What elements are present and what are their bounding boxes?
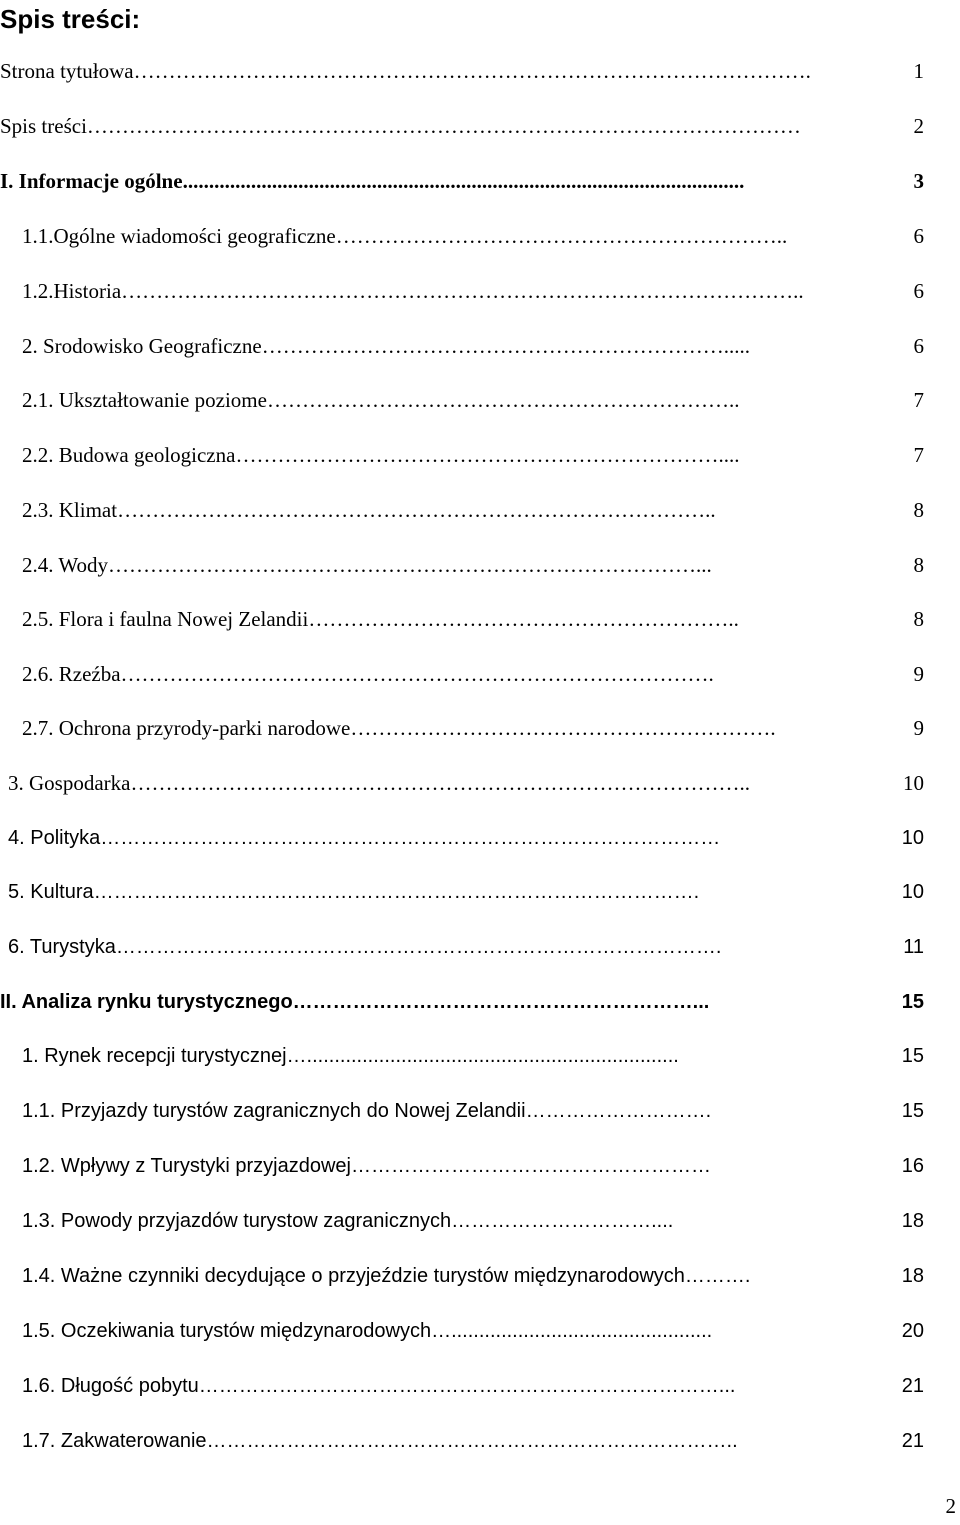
toc-entry <box>8 877 924 907</box>
toc-entry-page: 21 <box>901 1430 924 1452</box>
toc-entry-page: 16 <box>901 1155 924 1177</box>
toc-entry-title: 2.2. Budowa geologiczna <box>22 443 236 467</box>
toc-entry-leader: …………………………………………………………………….. <box>206 1430 738 1452</box>
toc-entry <box>8 768 924 798</box>
toc-entry <box>22 1261 924 1291</box>
toc-entry <box>22 385 924 415</box>
toc-entry <box>22 1206 924 1236</box>
toc-entry-title: I. Informacje ogólne <box>0 169 183 193</box>
toc-entry <box>22 1426 924 1456</box>
toc-entry-leader: …………………………………………………………….... <box>235 443 740 467</box>
toc-entry-title: 1. Rynek recepcji turystycznej <box>22 1045 287 1067</box>
toc-entry <box>22 1371 924 1401</box>
toc-entry-title: 5. Kultura <box>8 881 94 903</box>
toc-entry <box>22 604 924 634</box>
toc-entry-title: 2.7. Ochrona przyrody-parki narodowe <box>22 716 351 740</box>
toc-entry <box>22 1151 924 1181</box>
toc-entry-title: II. Analiza rynku turystycznego <box>0 991 293 1013</box>
toc-entry-page: 10 <box>903 771 924 795</box>
toc-entry-page: 10 <box>901 881 924 903</box>
toc-entry-leader: ………………………………………………………………………………… <box>100 827 721 849</box>
toc-entry <box>8 823 924 853</box>
toc-entry <box>22 1041 924 1071</box>
toc-entry-title: 1.2. Wpływy z Turystyki przyjazdowej <box>22 1155 351 1177</box>
toc-entry-page: 21 <box>901 1375 924 1397</box>
toc-entry-title: 1.3. Powody przyjazdów turystow zagranicznych <box>22 1210 452 1232</box>
toc-heading: Spis treści: <box>0 4 141 34</box>
toc-entry-title: 6. Turystyka <box>8 936 116 958</box>
toc-entry-title: Spis treści <box>0 114 87 138</box>
toc-entry-page: 6 <box>913 334 924 358</box>
toc-entry <box>22 276 924 306</box>
toc-entry-leader: ……………………………………………………………………... <box>198 1375 736 1397</box>
toc-entry-leader: …………………………………………………………………………. <box>120 662 714 686</box>
toc-entry-page: 7 <box>913 443 924 467</box>
toc-entry-leader: ……………………………………………… <box>350 1155 711 1177</box>
toc-entry <box>22 1096 924 1126</box>
toc-entry-leader: ……………………………………………………... <box>292 991 710 1013</box>
page-number: 2 <box>945 1494 956 1518</box>
toc-entry-page: 6 <box>913 279 924 303</box>
toc-entry-leader: ……………………………………………………. <box>350 716 776 740</box>
toc-entry-page: 1 <box>913 59 924 83</box>
toc-entry-page: 9 <box>913 716 924 740</box>
toc-entry-title: 2.6. Rzeźba <box>22 662 121 686</box>
toc-entry-page: 15 <box>901 991 924 1013</box>
toc-entry-leader: …………………………………………………………………………………….. <box>121 279 804 303</box>
toc-entry <box>22 550 924 580</box>
toc-entry-title: 1.1.Ogólne wiadomości geograficzne <box>22 224 336 248</box>
toc-entry-leader: ………………………………………………………………………….. <box>117 498 716 522</box>
toc-entry <box>0 56 924 86</box>
toc-entry-page: 11 <box>903 936 924 958</box>
toc-entry-leader: ………………………………………………………………………………. <box>115 936 722 958</box>
toc-entry <box>22 221 924 251</box>
toc-entry-leader: ……………………………………………………………………………………. <box>133 59 811 83</box>
toc-entry-leader: ………………………. <box>525 1100 712 1122</box>
toc-entry-page: 15 <box>901 1100 924 1122</box>
toc-entry-title: 4. Polityka <box>8 827 101 849</box>
toc-entry-leader: ………………………………………………………………………………. <box>93 881 700 903</box>
toc-entry-page: 20 <box>901 1320 924 1342</box>
toc-entry <box>8 932 924 962</box>
toc-entry-leader: …………………………………………………………………………….. <box>130 771 750 795</box>
toc-entry-title: 2.3. Klimat <box>22 498 118 522</box>
toc-entry <box>22 331 924 361</box>
toc-entry <box>0 166 924 196</box>
toc-entry-title: 1.4. Ważne czynniki decydujące o przyjeździe turystów międzynarodowych <box>22 1265 685 1287</box>
toc-entry-page: 8 <box>913 607 924 631</box>
toc-entry-title: 2.5. Flora i faulna Nowej Zelandii <box>22 607 309 631</box>
toc-entry-page: 9 <box>913 662 924 686</box>
toc-entry-page: 6 <box>913 224 924 248</box>
toc-entry-page: 18 <box>901 1265 924 1287</box>
toc-entry <box>22 495 924 525</box>
toc-entry-title: 1.5. Oczekiwania turystów międzynarodowych <box>22 1320 432 1342</box>
toc-entry-leader: ........................................................................................................... <box>182 169 745 193</box>
toc-entry-title: 1.1. Przyjazdy turystów zagranicznych do Nowej Zelandii <box>22 1100 526 1122</box>
toc-entry-leader: …………………………………………………….. <box>308 607 739 631</box>
toc-entry-leader: …................................................................... <box>286 1045 679 1067</box>
toc-entry <box>0 111 924 141</box>
toc-entry-title: 1.6. Długość pobytu <box>22 1375 199 1397</box>
toc-entry-title: 3. Gospodarka <box>8 771 131 795</box>
toc-entry <box>22 440 924 470</box>
toc-entry-page: 10 <box>901 827 924 849</box>
toc-entry-page: 18 <box>901 1210 924 1232</box>
toc-entry-title: 2.1. Ukształtowanie poziome <box>22 388 267 412</box>
toc-entry-title: 2. Srodowisko Geograficzne <box>22 334 262 358</box>
toc-entry-title: 2.4. Wody <box>22 553 109 577</box>
toc-entry-page: 8 <box>913 553 924 577</box>
toc-entry-title: 1.7. Zakwaterowanie <box>22 1430 207 1452</box>
toc-entry <box>22 713 924 743</box>
toc-entry-leader: ………………………….... <box>451 1210 674 1232</box>
toc-entry <box>0 987 924 1017</box>
toc-entry-page: 8 <box>913 498 924 522</box>
toc-entry-page: 15 <box>901 1045 924 1067</box>
toc-entry-page: 7 <box>913 388 924 412</box>
toc-entry-leader: …............................................... <box>431 1320 713 1342</box>
toc-entry-page: 2 <box>913 114 924 138</box>
toc-entry-leader: ………………………………………………………….. <box>266 388 740 412</box>
toc-entry-leader: …………………………………………………………………………... <box>108 553 712 577</box>
toc-entry-leader: ………. <box>684 1265 751 1287</box>
toc-entry-leader: …………………………………………………………..... <box>261 334 750 358</box>
toc-entry-title: 1.2.Historia <box>22 279 122 303</box>
toc-entry-title: Strona tytułowa <box>0 59 134 83</box>
toc-entry <box>22 659 924 689</box>
toc-entry-page: 3 <box>913 169 924 193</box>
toc-entry-leader: ………………………………………………………………………………………… <box>86 114 801 138</box>
toc-entry <box>22 1316 924 1346</box>
toc-entry-leader: ……………………………………………………….. <box>335 224 788 248</box>
